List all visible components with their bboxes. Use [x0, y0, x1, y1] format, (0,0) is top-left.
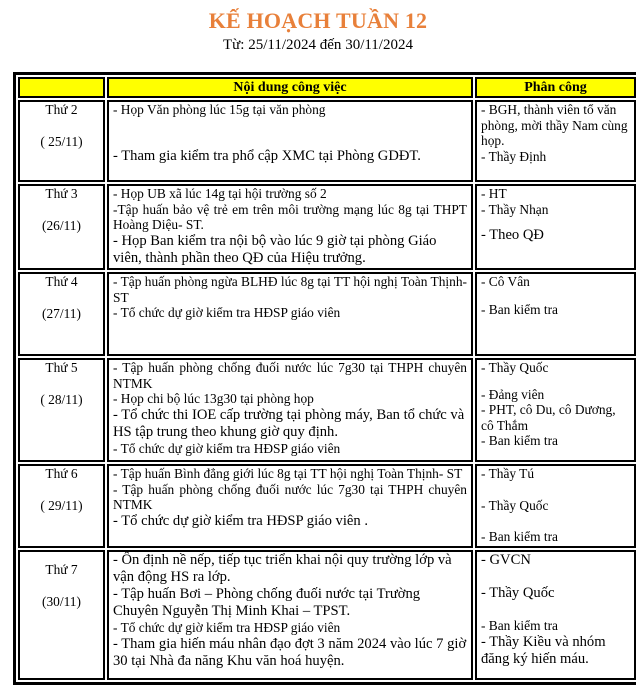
task-item: - Tổ chức dự giờ kiểm tra HĐSP giáo viên .: [113, 512, 368, 529]
task-item: - Họp UB xã lúc 14g tại hội trường số 2: [113, 186, 327, 201]
tasks-cell: [107, 272, 473, 356]
table-row: [18, 550, 636, 680]
from-label: Từ:: [223, 37, 245, 53]
tasks-cell: [107, 100, 473, 182]
table-row: [18, 272, 636, 356]
day-date: (27/11): [42, 305, 81, 321]
task-item: - Tổ chức dự giờ kiểm tra HĐSP giáo viên: [113, 440, 341, 456]
table-header-row: [18, 77, 636, 98]
tasks-cell: [107, 550, 473, 680]
table-row: [18, 464, 636, 548]
assignee-item: - BGH, thành viên tổ văn phòng, mời thầy Nam cùng họp.: [481, 102, 628, 148]
table-row: [18, 358, 636, 462]
weekly-plan-table: [13, 72, 636, 685]
assignees-cell: [475, 184, 636, 270]
day-date: ( 29/11): [40, 497, 83, 513]
day-name: Thứ 4: [45, 274, 78, 289]
tasks-cell: [107, 464, 473, 548]
page-title: KẾ HOẠCH TUẦN 12: [208, 8, 428, 33]
task-item: - Tổ chức dự giờ kiểm tra HĐSP giáo viên: [113, 620, 341, 635]
from-date: 25/11/2024: [248, 37, 317, 53]
assignee-item: - Đảng viên: [481, 386, 545, 402]
task-item: - Tập huấn phòng ngừa BLHĐ lúc 8g tại TT hội nghị Toàn Thịnh- ST: [113, 274, 467, 305]
assignee-item: - Thầy Định: [481, 148, 547, 164]
day-name: Thứ 5: [45, 360, 78, 375]
tasks-cell: [107, 184, 473, 270]
assignee-item: - Thầy Tú: [481, 466, 535, 481]
day-cell: [18, 272, 105, 356]
task-item: - Tập huấn phòng chống đuối nước lúc 7g30 tại THPH chuyên NTMK: [113, 481, 467, 512]
day-name: Thứ 7: [45, 562, 78, 577]
tasks-cell: [107, 358, 473, 462]
day-cell: [18, 464, 105, 548]
assignee-item: - GVCN: [481, 552, 531, 568]
assignee-item: - Cô Vân: [481, 274, 530, 289]
assignee-item: - Ban kiểm tra: [481, 433, 558, 448]
day-cell: [18, 184, 105, 270]
day-date: ( 28/11): [40, 391, 83, 407]
assignees-cell: [475, 272, 636, 356]
day-cell: [18, 550, 105, 680]
assignee-item: - Thầy Quốc: [481, 585, 555, 601]
date-range: [0, 37, 636, 54]
task-item: - Tham gia hiến máu nhân đạo đợt 3 năm 2024 vào lúc 7 giờ 30 tại Nhà đa năng Khu văn hoá huyện.: [113, 635, 467, 669]
assignee-item: - Thầy Quốc: [481, 360, 549, 375]
assignee-item: - Thầy Quốc: [481, 497, 549, 513]
task-item: - Ổn định nề nếp, tiếp tục triển khai nội quy trường lớp và vận động HS ra lớp.: [113, 552, 452, 585]
task-item: - Tổ chức dự giờ kiểm tra HĐSP giáo viên: [113, 305, 341, 320]
day-cell: [18, 358, 105, 462]
task-item: - Tập huấn Bình đẳng giới lúc 8g tại TT hội nghị Toàn Thịnh- ST: [113, 466, 463, 481]
assignee-item: - Ban kiểm tra: [481, 618, 558, 633]
day-name: Thứ 3: [45, 186, 78, 201]
day-name: Thứ 2: [45, 102, 78, 117]
day-cell: [18, 100, 105, 182]
day-date: (30/11): [42, 593, 81, 609]
assignee-item: - PHT, cô Du, cô Dương, cô Thắm: [481, 402, 616, 433]
header-assignees: Phân công: [475, 77, 636, 98]
task-item: -Tập huấn bảo vệ trẻ em trên môi trường mạng lúc 8g tại THPT Hoàng Diệu- ST.: [113, 201, 467, 232]
table-row: [18, 184, 636, 270]
task-item: - Tổ chức thi IOE cấp trường tại phòng máy, Ban tổ chức và HS tập trung theo khung giờ quy định.: [113, 406, 465, 440]
assignee-item: - Ban kiểm tra: [481, 529, 558, 544]
task-item: - Tập huấn phòng chống đuối nước lúc 7g30 tại THPH chuyên NTMK: [113, 360, 467, 391]
assignees-cell: [475, 100, 636, 182]
day-date: ( 25/11): [40, 133, 83, 149]
task-item: - Họp chi bộ lúc 13g30 tại phòng họp: [113, 391, 314, 406]
assignee-item: - HT: [481, 186, 507, 201]
assignee-item: - Theo QĐ: [481, 227, 544, 243]
assignees-cell: [475, 358, 636, 462]
task-item: - Tập huấn Bơi – Phòng chống đuối nước tại Trường Chuyên Nguyễn Thị Minh Khai – TPST.: [113, 586, 421, 619]
header-day: [18, 77, 105, 98]
assignee-item: - Thầy Kiều và nhóm đăng ký hiến máu.: [481, 633, 606, 667]
table-row: [18, 100, 636, 182]
assignee-item: - Thầy Nhạn: [481, 201, 549, 217]
header-tasks: Nội dung công việc: [107, 77, 473, 98]
task-item: - Họp Văn phòng lúc 15g tại văn phòng: [113, 102, 326, 117]
day-name: Thứ 6: [45, 466, 78, 481]
to-label: đến: [319, 37, 342, 53]
task-item: - Tham gia kiểm tra phổ cập XMC tại Phòng GDĐT.: [113, 147, 421, 164]
day-date: (26/11): [42, 217, 81, 233]
assignees-cell: [475, 550, 636, 680]
assignee-item: - Ban kiểm tra: [481, 301, 558, 317]
task-item: - Họp Ban kiểm tra nội bộ vào lúc 9 giờ tại phòng Giáo viên, thành phần theo QĐ của Hiệu trưởng.: [113, 232, 437, 266]
to-date: 30/11/2024: [345, 37, 413, 53]
assignees-cell: [475, 464, 636, 548]
